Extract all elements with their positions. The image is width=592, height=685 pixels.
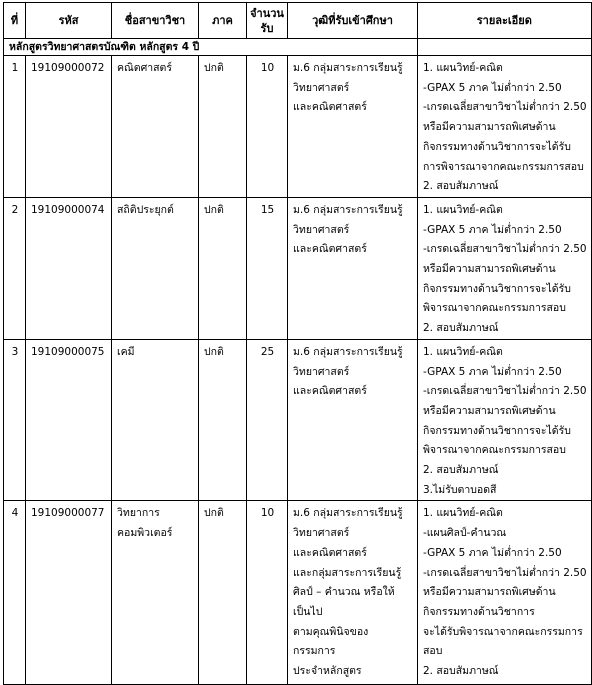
seats: 25 xyxy=(247,339,288,501)
qualification-line: ประจำหลักสูตร xyxy=(293,665,362,678)
term: ปกติ xyxy=(199,339,247,501)
details-line: -เกรดเฉลี่ยสาขาวิชาไม่ต่ำกว่า 2.50 xyxy=(423,101,587,114)
details-line: 2. สอบสัมภาษณ์ xyxy=(423,180,499,193)
details-line: -GPAX 5 ภาค ไม่ต่ำกว่า 2.50 xyxy=(423,223,562,236)
program-name xyxy=(112,339,199,501)
details-line: 1. แผนวิทย์-คณิต xyxy=(423,203,503,216)
term: ปกติ xyxy=(199,56,247,198)
program-name-line: วิทยาการ xyxy=(117,507,160,520)
row-no: 2 xyxy=(4,197,26,339)
details-line: สอบ xyxy=(423,645,443,658)
details-line: จะได้รับพิจารณาจากคณะกรรมการ xyxy=(423,625,583,638)
term: ปกติ xyxy=(199,197,247,339)
details xyxy=(418,501,592,685)
header-seats-line2: รับ xyxy=(260,21,274,35)
qualification xyxy=(288,501,418,685)
header-row xyxy=(4,3,592,39)
qualification-line: เป็นไป xyxy=(293,605,323,618)
term: ปกติ xyxy=(199,501,247,685)
qualification xyxy=(288,339,418,501)
details-line: กิจกรรมทางด้านวิชาการจะได้รับ xyxy=(423,140,571,153)
qualification-line: วิทยาศาสตร์ xyxy=(293,527,350,540)
details xyxy=(418,339,592,501)
qualification-line: และคณิตศาสตร์ xyxy=(293,385,367,398)
details-line: 1. แผนวิทย์-คณิต xyxy=(423,507,503,520)
details-line: กิจกรรมทางด้านวิชาการจะได้รับ xyxy=(423,282,571,295)
program-name-line: สถิติประยุกต์ xyxy=(117,203,174,216)
qualification-line: และกลุ่มสาระการเรียนรู้ xyxy=(293,566,402,579)
program-name xyxy=(112,56,199,198)
details-line: -GPAX 5 ภาค ไม่ต่ำกว่า 2.50 xyxy=(423,546,562,559)
details-line: -GPAX 5 ภาค ไม่ต่ำกว่า 2.50 xyxy=(423,81,562,94)
row-no: 3 xyxy=(4,339,26,501)
table-row xyxy=(4,197,592,339)
details-line: กิจกรรมทางด้านวิชาการจะได้รับ xyxy=(423,424,571,437)
program-code: 19109000072 xyxy=(26,56,112,198)
details-line: -แผนศิลป์-คำนวณ xyxy=(423,527,507,540)
program-name-line: เคมี xyxy=(117,345,135,358)
details-line: 3.ไม่รับตาบอดสี xyxy=(423,483,497,496)
qualification-line: ตามคุณพินิจของ xyxy=(293,625,369,638)
details-line: หรือมีความสามารถพิเศษด้าน xyxy=(423,586,556,599)
program-name-line: คณิตศาสตร์ xyxy=(117,62,173,74)
qualification-line: และคณิตศาสตร์ xyxy=(293,243,367,256)
header-name: ชื่อสาขาวิชา xyxy=(112,3,199,39)
header-code: รหัส xyxy=(26,3,112,39)
details-line: -เกรดเฉลี่ยสาขาวิชาไม่ต่ำกว่า 2.50 xyxy=(423,243,587,256)
details-line: หรือมีความสามารถพิเศษด้าน xyxy=(423,263,556,276)
details-line: การพิจารณาจากคณะกรรมการสอบ xyxy=(423,160,584,173)
details-line: หรือมีความสามารถพิเศษด้าน xyxy=(423,121,556,134)
details-line: กิจกรรมทางด้านวิชาการ xyxy=(423,605,535,618)
program-code: 19109000077 xyxy=(26,501,112,685)
section-title: หลักสูตรวิทยาศาสตรบัณฑิต หลักสูตร 4 ปี xyxy=(4,39,418,56)
details-line: 2. สอบสัมภาษณ์ xyxy=(423,322,499,335)
qualification-line: กรรมการ xyxy=(293,645,336,658)
qualification-line: ม.6 กลุ่มสาระการเรียนรู้ xyxy=(293,62,403,74)
qualification-line: และคณิตศาสตร์ xyxy=(293,546,367,559)
details-line: -GPAX 5 ภาค ไม่ต่ำกว่า 2.50 xyxy=(423,365,562,378)
qualification-line: ม.6 กลุ่มสาระการเรียนรู้ xyxy=(293,345,403,358)
header-seats xyxy=(247,3,288,39)
header-seats-line1: จำนวน xyxy=(250,6,284,20)
header-no: ที่ xyxy=(4,3,26,39)
qualification-line: วิทยาศาสตร์ xyxy=(293,81,350,94)
details xyxy=(418,197,592,339)
header-qualification: วุฒิที่รับเข้าศึกษา xyxy=(288,3,418,39)
program-code: 19109000074 xyxy=(26,197,112,339)
details-line: พิจารณาจากคณะกรรมการสอบ xyxy=(423,444,566,457)
qualification xyxy=(288,56,418,198)
header-details: รายละเอียด xyxy=(418,3,592,39)
section-row xyxy=(4,39,592,56)
details xyxy=(418,56,592,198)
details-line: -เกรดเฉลี่ยสาขาวิชาไม่ต่ำกว่า 2.50 xyxy=(423,385,587,398)
details-line: หรือมีความสามารถพิเศษด้าน xyxy=(423,404,556,417)
program-name xyxy=(112,501,199,685)
details-line: พิจารณาจากคณะกรรมการสอบ xyxy=(423,302,566,315)
table-row xyxy=(4,501,592,685)
program-code: 19109000075 xyxy=(26,339,112,501)
details-line: 2. สอบสัมภาษณ์ xyxy=(423,665,499,678)
row-no: 4 xyxy=(4,501,26,685)
seats: 10 xyxy=(247,56,288,198)
admission-table xyxy=(3,2,592,685)
header-term: ภาค xyxy=(199,3,247,39)
row-no: 1 xyxy=(4,56,26,198)
qualification-line: ศิลป์ – คำนวณ หรือให้ xyxy=(293,586,395,599)
seats: 15 xyxy=(247,197,288,339)
table-row xyxy=(4,56,592,198)
qualification-line: และคณิตศาสตร์ xyxy=(293,101,367,114)
program-name-line: คอมพิวเตอร์ xyxy=(117,527,173,540)
seats: 10 xyxy=(247,501,288,685)
details-line: 1. แผนวิทย์-คณิต xyxy=(423,62,503,74)
details-line: 1. แผนวิทย์-คณิต xyxy=(423,345,503,358)
details-line: -เกรดเฉลี่ยสาขาวิชาไม่ต่ำกว่า 2.50 xyxy=(423,566,587,579)
section-empty-cell xyxy=(418,39,592,56)
qualification-line: ม.6 กลุ่มสาระการเรียนรู้ xyxy=(293,507,403,520)
qualification xyxy=(288,197,418,339)
qualification-line: วิทยาศาสตร์ xyxy=(293,365,350,378)
program-name xyxy=(112,197,199,339)
table-row xyxy=(4,339,592,501)
details-line: 2. สอบสัมภาษณ์ xyxy=(423,464,499,477)
qualification-line: ม.6 กลุ่มสาระการเรียนรู้ xyxy=(293,203,403,216)
qualification-line: วิทยาศาสตร์ xyxy=(293,223,350,236)
